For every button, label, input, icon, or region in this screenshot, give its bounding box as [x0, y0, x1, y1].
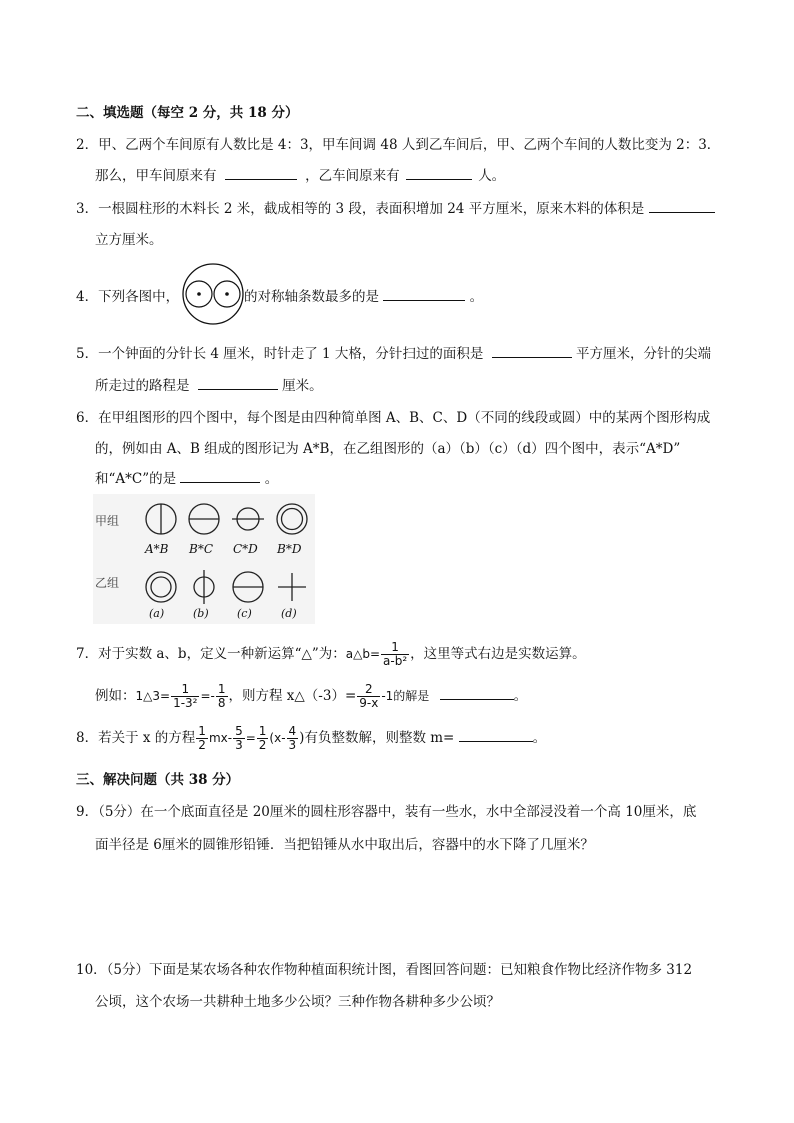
q2-text-c: 人。: [478, 168, 506, 184]
q6-line1: 6．在甲组图形的四个图中，每个图是由四种简单图 A、B、C、D（不同的线段或圆）中的某两个图形构成: [76, 410, 711, 426]
jia-shape-cd: [232, 508, 264, 530]
q4-text: 的对称轴条数最多的是: [244, 289, 379, 305]
yi-shape-d: [278, 573, 306, 601]
q7-ex-fraction-1: $\frac{1}{\text{1-3²}}$: [173, 682, 198, 710]
yi-shape-b: [194, 570, 214, 604]
q6-line2: 的，例如由 A、B 组成的图形记为 A*B，在乙组图形的（a）（b）（c）（d）四个图中，表示“A*D”: [95, 441, 681, 457]
q8-pre: 8．若关于 x 的方程: [76, 730, 196, 746]
q7-answer-blank[interactable]: [440, 687, 514, 700]
jia-shape-ab: [146, 504, 176, 534]
q9-line2: 面半径是 6厘米的圆锥形铅锤．当把铅锤从水中取出后，容器中的水下降了几厘米？: [95, 837, 594, 853]
q8-fraction-3: $\frac{1}{2}$: [258, 724, 267, 752]
q6-answer-blank[interactable]: [180, 470, 260, 483]
q8-fraction-4: $\frac{4}{3}$: [288, 724, 297, 752]
q7-line1: [76, 640, 586, 668]
yi-label-0: (a): [149, 607, 165, 620]
q2-line1: 2．甲、乙两个车间原有人数比是 4：3，甲车间调 48 人到乙车间后，甲、乙两个车间的人数比变为 2：3．: [76, 137, 721, 153]
section-3-title: 三、解决问题（共 38 分）: [76, 772, 240, 788]
q7-text-b: ，这里等式右边是实数运算。: [410, 646, 586, 662]
q5-answer-blank-2[interactable]: [198, 377, 278, 390]
q7-ex-pre: 例如：: [95, 688, 136, 704]
jia-label-3: B*D: [277, 542, 302, 556]
q7-ex-fraction-2: $\frac{1}{8}$: [217, 682, 226, 710]
q7-def-lhs: a△b=: [345, 647, 381, 661]
q8-answer-blank[interactable]: [459, 729, 533, 742]
q6-end: 。: [264, 471, 279, 487]
q6-figure-panel: [93, 494, 315, 624]
q4-two-circles-figure: [181, 262, 245, 326]
q10-line1: 10．（5分）下面是某农场各种农作物种植面积统计图，看图回答问题：已知粮食作物比经济作物多 312: [76, 962, 693, 978]
q5-text-d: 厘米。: [282, 378, 323, 394]
q6-shapes: [93, 494, 315, 624]
q5-answer-blank-1[interactable]: [492, 345, 572, 358]
q2-line2: [95, 164, 505, 184]
q4-pre: 4．下列各图中，: [76, 289, 180, 305]
q7-end: 。: [513, 688, 528, 704]
yi-label-1: (b): [193, 607, 209, 620]
q5-text-a: 5．一个钟面的分针长 4 厘米，时针走了 1 大格，分针扫过的面积是: [76, 346, 484, 362]
q5-text-c: 所走过的路程是: [95, 378, 190, 394]
yi-shape-a: [146, 572, 176, 602]
q9-line1: 9．（5分）在一个底面直径是 20厘米的圆柱形容器中，装有一些水，水中全部浸没着一个高 10厘米，底: [76, 804, 697, 820]
q8-mx: mx-: [208, 731, 233, 745]
q6-text: 和“A*C”的是: [95, 471, 177, 487]
q8-fraction-1: $\frac{1}{2}$: [198, 724, 206, 752]
q4-answer-blank[interactable]: [383, 288, 465, 301]
q3-text: 3．一根圆柱形的木料长 2 米，截成相等的 3 段，表面积增加 24 平方厘米，原来木料的体积是: [76, 201, 645, 217]
q4-post: [244, 285, 483, 305]
q7-text-a: 7．对于实数 a、b，定义一种新运算“△”为：: [76, 646, 346, 662]
jia-shape-bc: [189, 504, 219, 534]
q3-line2: 立方厘米。: [95, 232, 163, 248]
q7-def-fraction: $\frac{1}{\text{a-b²}}$: [383, 640, 408, 668]
q3-answer-blank[interactable]: [649, 200, 715, 213]
q2-answer-blank-2[interactable]: [406, 167, 472, 180]
jia-label-2: C*D: [233, 542, 258, 556]
jia-label-0: A*B: [145, 542, 169, 556]
q7-ex-eq: =-: [200, 689, 215, 703]
q2-text-a: 那么，甲车间原来有: [95, 168, 217, 184]
jia-label-1: B*C: [189, 542, 213, 556]
q8-paren: (x-: [269, 731, 286, 745]
yi-label-2: (c): [237, 607, 252, 620]
q10-line2: 公顷，这个农场一共耕种土地多少公顷？三种作物各耕种多少公顷？: [95, 994, 500, 1010]
q7-ex-lhs: 1△3=: [135, 689, 171, 703]
section-2-title: 二、填选题（每空 2 分，共 18 分）: [76, 105, 299, 121]
yi-label-3: (d): [281, 607, 297, 620]
group-yi-label: 乙组: [95, 576, 120, 590]
q6-line3: [95, 467, 278, 487]
q2-answer-blank-1[interactable]: [225, 167, 297, 180]
group-jia-label: 甲组: [95, 514, 120, 528]
q7-ex-mid: ，则方程 x△（-3）=: [228, 688, 357, 704]
q8-end: 。: [532, 730, 547, 746]
q7-ex-fraction-3: $\frac{2}{9-x}$: [359, 682, 379, 710]
yi-shape-c: [233, 572, 263, 602]
q5-line2: [95, 374, 323, 394]
q8-line: [76, 724, 546, 752]
q7-line2: [95, 682, 527, 710]
jia-shape-bd: [277, 504, 307, 534]
q8-post: )有负整数解，则整数 m=: [299, 730, 455, 746]
q5-line1: [76, 342, 711, 362]
q8-fraction-2: $\frac{5}{3}$: [235, 724, 243, 752]
q8-eq: =: [245, 731, 256, 745]
q7-ex-tail: -1的解是: [381, 689, 430, 703]
q4-end: 。: [469, 289, 484, 305]
q3-line1: [76, 197, 715, 217]
q2-text-b: ，乙车间原来有: [305, 168, 400, 184]
q5-text-b: 平方厘米，分针的尖端: [576, 346, 712, 362]
